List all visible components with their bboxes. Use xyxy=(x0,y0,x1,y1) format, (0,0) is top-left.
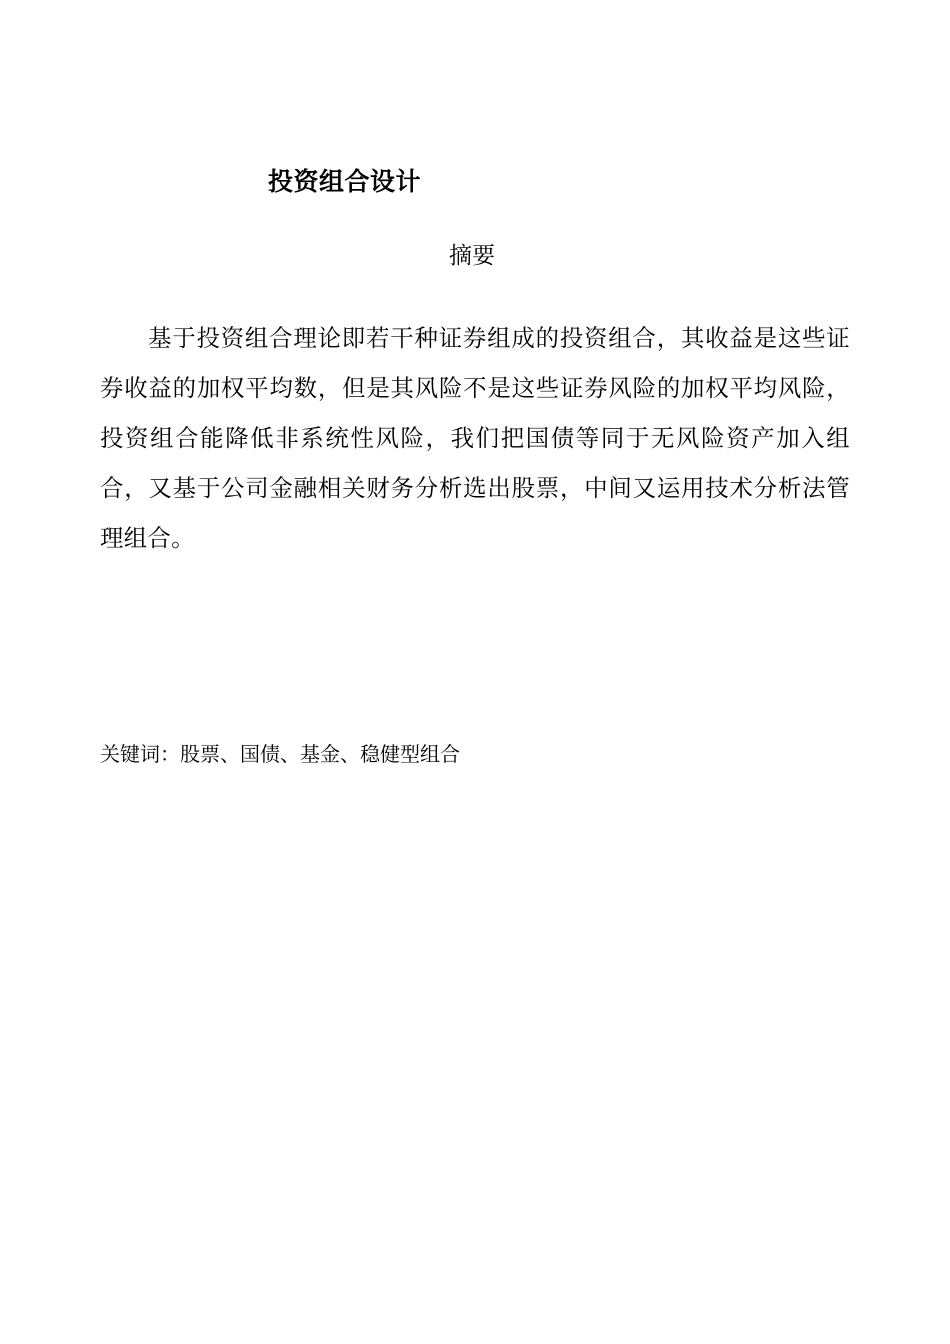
document-title: 投资组合设计 xyxy=(268,167,422,196)
keywords-line: 关键词：股票、国债、基金、稳健型组合 xyxy=(100,742,460,766)
abstract-heading: 摘要 xyxy=(449,243,495,269)
abstract-paragraph: 基于投资组合理论即若干种证券组成的投资组合，其收益是这些证券收益的加权平均数，但是其风险不是这些证券风险的加权平均风险，投资组合能降低非系统性风险，我们把国债等同于无风险资产加入组合，又基于公司金融相关财务分析选出股票，中间又运用技术分析法管理组合。 xyxy=(100,324,850,552)
